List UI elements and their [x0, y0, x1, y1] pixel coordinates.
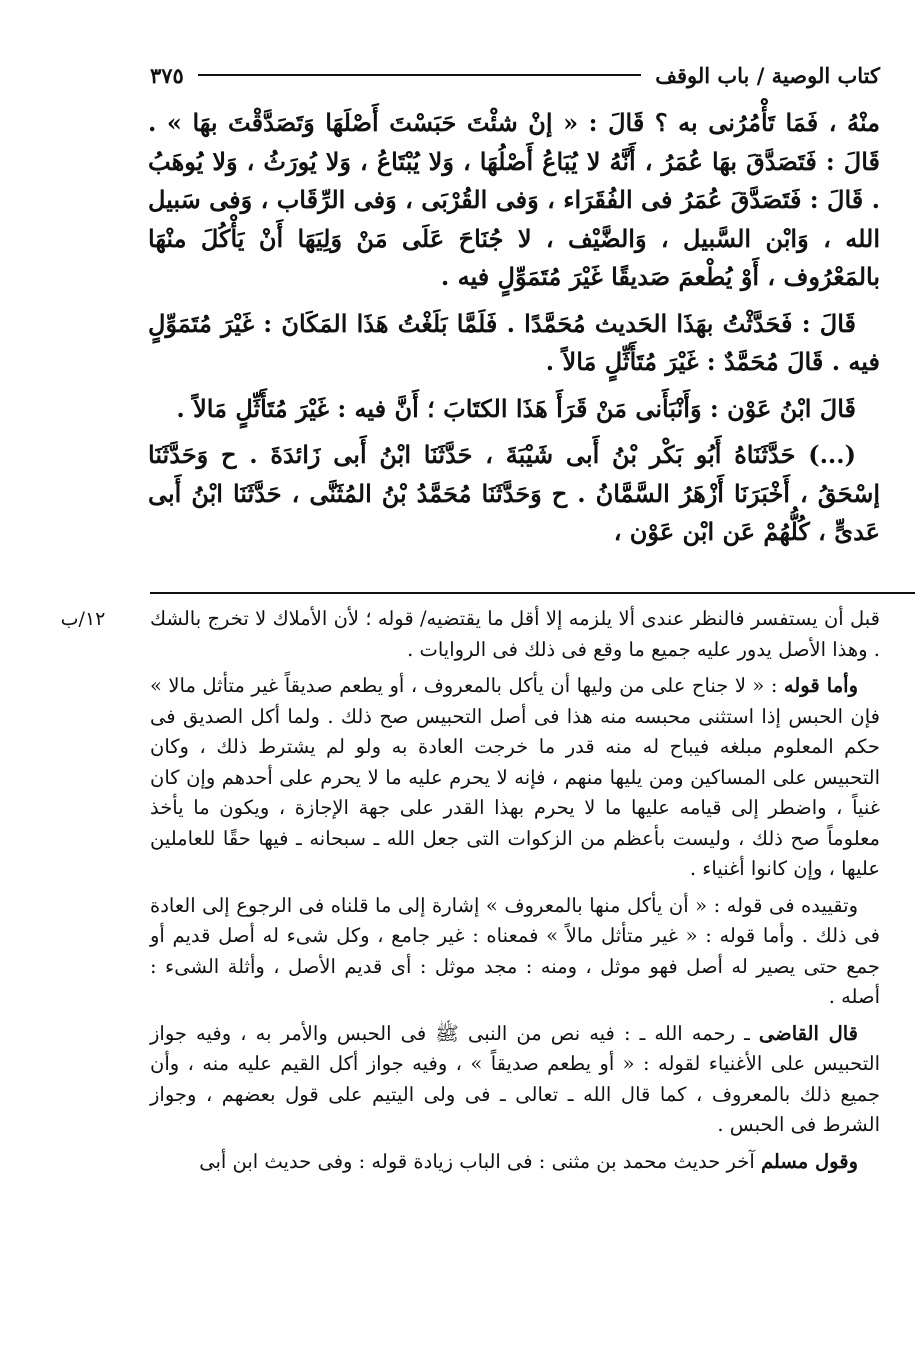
hadith-paragraph: (...) حَدَّثَنَاهُ أَبُو بَكْر بْنُ أَبى شَيْبَةَ ، حَدَّثَنَا ابْنُ أَبى زَائدَةَ . ح وَحَدَّثَنَا إسْحَقُ ، أَخْبَرَنَا أَزْهَرُ السَّمَّانُ . ح وَحَدَّثَنَا مُحَمَّدُ بْنُ المُثَنَّى ، حَدَّثَنَا ابْنُ أَبى عَدىٍّ ، كُلُّهُمْ عَن ابْن عَوْن ، [148, 440, 880, 546]
hadith-text [148, 104, 880, 560]
hadith-paragraph: قَالَ : فَحَدَّثْتُ بهَذَا الحَديث مُحَمَّدًا . فَلَمَّا بَلَغْتُ هَذَا المَكَانَ : غَيْرَ مُتَمَوِّلٍ فيه . قَالَ مُحَمَّدٌ : غَيْرَ مُتَأَثِّلٍ مَالاً . [148, 308, 880, 376]
commentary-lead: وأما قوله [783, 674, 858, 697]
commentary-lead: وقول مسلم [760, 1149, 858, 1173]
page-header [150, 58, 880, 92]
commentary-paragraph [150, 604, 880, 665]
hadith-paragraph: قَالَ ابْنُ عَوْن : وَأَنْبَأَنى مَنْ قَرَأَ هَذَا الكتَابَ ؛ أَنَّ فيه : غَيْرَ مُتَأَثِّلٍ مَالاً . [176, 393, 856, 423]
commentary-paragraph [150, 891, 880, 1013]
commentary-body: : « لا جناح على من وليها أن يأكل بالمعروف ، أو يطعم صديقاً غير متأثل مالا » فإن الحبس إذا استثنى محبسه منه هذا فى أصل التحبيس صح ذلك . ولما أكل الصديق فى حكم المعلوم مبلغه فيباح له منه قدر ما خرجت العادة به ولو لم يشترط ذلك ، وكان التحبيس على المساكين ومن يليها منهم ، فإنه لا يحرم عليه ما لا يحرم على أحدهم وإن كان غنياً ، واضطر إلى قيامه عليها ما لا يحرم بهذا القدر على جهة الإجازة ، ويكون ما يأخذ معلوماً صح ذلك ، وليست بأعظم من الزكوات التى جعل الله ـ سبحانه ـ فيها حقًا للعاملين عليها ، وإن كانوا أغنياء . [150, 674, 880, 880]
footnote-separator [150, 592, 915, 594]
commentary-body: آخر حديث محمد بن مثنى : فى الباب زيادة قوله : وفى حديث ابن أبى [199, 1149, 761, 1173]
commentary-paragraph [150, 671, 880, 885]
page-number: ٣٧٥ [150, 62, 184, 88]
commentary-text [150, 604, 880, 1183]
commentary-paragraph [150, 1147, 880, 1178]
commentary-body: ـ رحمه الله ـ : فيه نص من النبى ﷺ فى الحبس والأمر به ، وفيه جواز التحبيس على الأغنياء لقوله : « أو يطعم صديقاً » ، وفيه جواز أكل القيم عليه منه ، وأن جميع ذلك بالمعروف ، كما قال الله ـ تعالى ـ فى ولى اليتيم على قول بعضهم ، وجواز الشرط فى الحبس . [150, 1021, 880, 1136]
commentary-paragraph [150, 1019, 880, 1141]
commentary-body: وتقييده فى قوله : « أن يأكل منها بالمعروف » إشارة إلى ما قلناه فى الرجوع إلى العادة فى ذلك . وأما قوله : « غير متأثل مالاً » فمعناه : غير جامع ، وكل شىء له أصل قديم أو جمع حتى يصير له أصل فهو موثل ، ومنه : مجد موثل : أى قديم الأصل ، وأثلة الشىء : أصله . [150, 893, 880, 1008]
header-rule [198, 74, 641, 76]
commentary-lead: قال القاضى [758, 1021, 858, 1045]
hadith-paragraph: منْهُ ، فَمَا تَأْمُرُنى به ؟ قَالَ : « إنْ شئْتَ حَبَسْتَ أَصْلَهَا وَتَصَدَّقْتَ بهَا » . قَالَ : فَتَصَدَّقَ بهَا عُمَرُ ، أَنَّهُ لا يُبَاعُ أَصْلُهَا ، وَلا يُبْتَاعُ ، وَلا يُورَثُ ، وَلا يُوهَبُ . قَالَ : فَتَصَدَّقَ عُمَرُ فى الفُقَرَاء ، وَفى القُرْبَى ، وَفى الرِّقَاب ، وَفى سَبيل الله ، وَابْن السَّبيل ، وَالضَّيْف ، لا جُنَاحَ عَلَى مَنْ وَلِيَهَا أَنْ يَأْكُلَ منْهَا بالمَعْرُوف ، أَوْ يُطْعمَ صَديقًا غَيْرَ مُتَمَوِّلٍ فيه . [148, 108, 880, 291]
commentary-body: قبل أن يستفسر فالنظر عندى ألا يلزمه إلا أقل ما يقتضيه/ قوله ؛ لأن الأملاك لا تخرج بالشك . وهذا الأصل يدور عليه جميع ما وقع فى ذلك فى الروايات . [150, 607, 880, 661]
running-title: كتاب الوصية / باب الوقف [655, 62, 880, 88]
manuscript-folio-marker: ١٢/ب [60, 608, 106, 630]
